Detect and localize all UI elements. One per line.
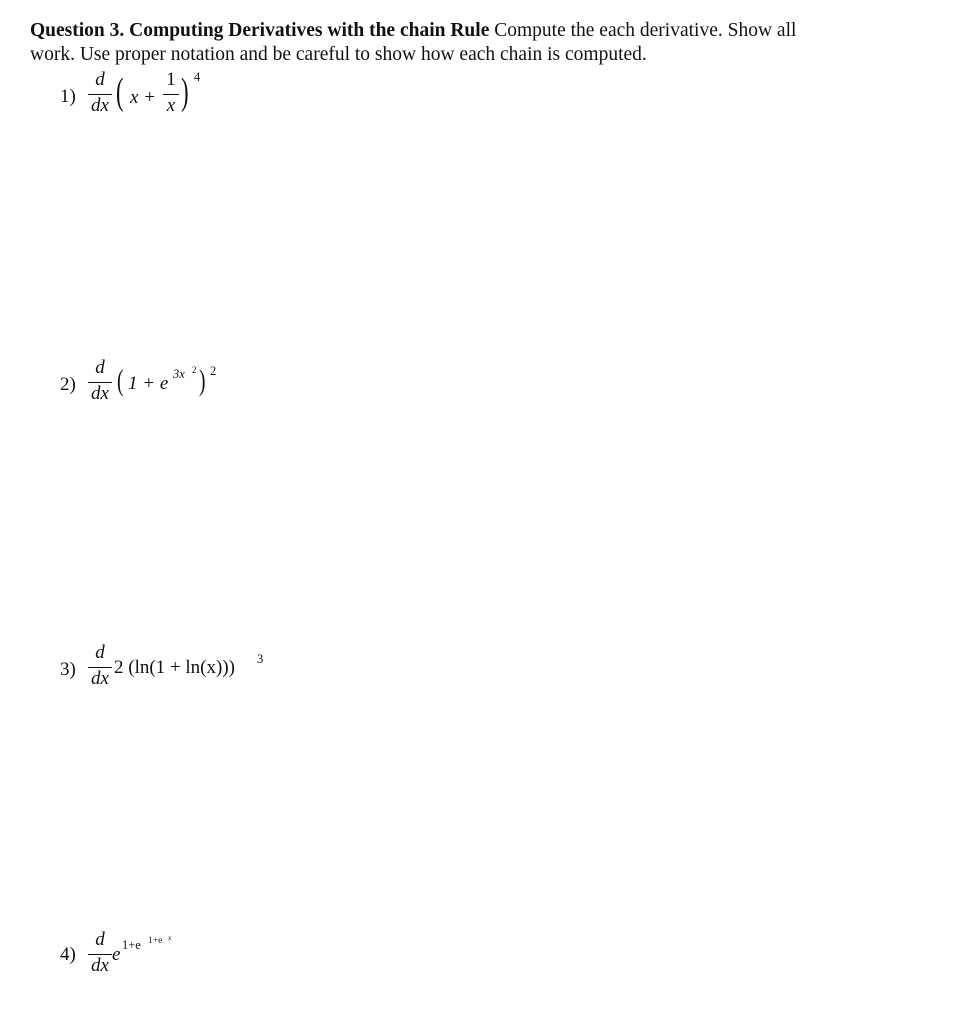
derivative-numerator: d (95, 929, 105, 950)
outer-exponent: 4 (194, 70, 201, 84)
left-paren: ( (116, 71, 124, 113)
right-paren: ) (181, 71, 189, 113)
problem-3 (60, 643, 300, 703)
fraction-one-over-x (163, 70, 179, 116)
derivative-operator (88, 930, 112, 976)
problem-number: 4) (60, 944, 76, 965)
instructions-line-1: Compute the each derivative. Show all (489, 20, 797, 41)
exponent-level-1: 1+e (122, 938, 141, 952)
derivative-denominator: dx (91, 955, 109, 976)
derivative-operator (88, 358, 112, 404)
problem-4 (60, 930, 260, 990)
fraction-numerator: 1 (166, 69, 176, 90)
expression-base: e (112, 944, 121, 965)
outer-exponent: 3 (257, 652, 264, 666)
fraction-denominator: x (166, 95, 176, 116)
exponent-level-3: x (168, 933, 172, 942)
question-header (30, 19, 952, 67)
derivative-numerator: d (95, 642, 105, 663)
inner-exponent: 3x (173, 367, 185, 381)
expression-body: 1 + e (128, 373, 169, 394)
expression-body: x + (130, 87, 157, 108)
derivative-denominator: dx (91, 383, 109, 404)
inner-exponent-power: 2 (192, 365, 197, 375)
derivative-operator (88, 70, 112, 116)
derivative-operator (88, 643, 112, 689)
derivative-denominator: dx (91, 668, 109, 689)
problem-1 (60, 70, 260, 130)
problem-number: 1) (60, 86, 76, 107)
exponent-level-2: 1+e (148, 936, 163, 946)
problem-2 (60, 358, 300, 418)
right-paren: ) (199, 364, 206, 397)
problem-number: 3) (60, 659, 76, 680)
derivative-numerator: d (95, 357, 105, 378)
instructions-line-2: work. Use proper notation and be careful to show how each chain is computed. (30, 44, 647, 65)
derivative-denominator: dx (91, 95, 109, 116)
derivative-numerator: d (95, 69, 105, 90)
expression-body: 2 (ln(1 + ln(x))) (114, 657, 235, 678)
left-paren: ( (117, 364, 124, 397)
outer-exponent: 2 (210, 364, 217, 378)
question-title: Question 3. Computing Derivatives with the chain Rule (30, 20, 490, 41)
problem-number: 2) (60, 374, 76, 395)
